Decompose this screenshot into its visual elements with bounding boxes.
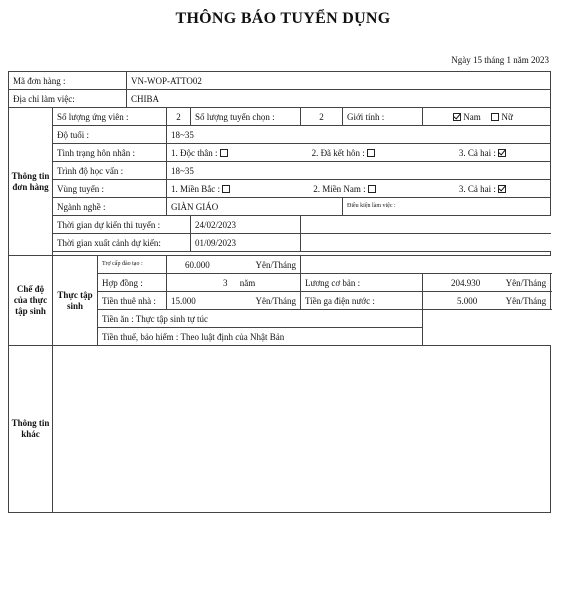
utilities-unit: Yên/Tháng	[505, 295, 547, 306]
candidates-label: Số lượng ứng viên :	[53, 108, 167, 126]
age-value: 18~35	[167, 126, 551, 144]
marital-married-label: 2. Đã kết hôn :	[311, 147, 365, 158]
departure-value: 01/09/2023	[191, 234, 301, 252]
gender-female-label: Nữ	[501, 111, 513, 122]
address-label: Địa chỉ làm việc:	[9, 90, 127, 108]
document-title: THÔNG BÁO TUYỂN DỤNG	[175, 10, 391, 27]
allowance-value: 60.000	[185, 259, 210, 270]
work-condition-label: Điều kiện làm việc :	[343, 198, 551, 216]
gender-female-checkbox[interactable]	[491, 113, 499, 121]
region-north-checkbox[interactable]	[222, 185, 230, 193]
contract-label: Hợp đồng :	[98, 274, 167, 292]
region-both-label: 3. Cả hai :	[458, 183, 496, 194]
departure-label: Thời gian xuất cảnh dự kiến:	[53, 234, 191, 252]
contract-unit: năm	[239, 277, 256, 288]
allowance-row	[9, 256, 551, 274]
utilities-label: Tiền ga điện nước :	[301, 292, 423, 310]
marital-row	[9, 144, 551, 162]
job-row	[9, 198, 551, 216]
address-value: CHIBA	[127, 90, 551, 108]
document-date: Ngày 15 tháng 1 năm 2023	[451, 55, 549, 65]
order-code-label: Mã đơn hàng :	[9, 72, 127, 90]
region-label: Vùng tuyển :	[53, 180, 167, 198]
region-both-checkbox[interactable]	[498, 185, 506, 193]
marital-both-label: 3. Cả hai :	[458, 147, 496, 158]
other-info-content	[53, 346, 551, 513]
base-salary-value: 204.930	[451, 277, 481, 288]
contract-value: 3	[223, 277, 228, 288]
order-info-section: Thông tin đơn hàng	[9, 108, 53, 256]
job-label: Ngành nghề :	[53, 198, 167, 216]
rent-value-cell	[167, 292, 301, 310]
education-value: 18~35	[167, 162, 551, 180]
candidates-value: 2	[167, 108, 191, 126]
regime-section: Chế độ của thực tập sinh	[9, 256, 53, 346]
order-code-value: VN-WOP-ATTO02	[127, 72, 551, 90]
gender-options	[423, 108, 551, 126]
trainee-subsection: Thực tập sinh	[53, 256, 98, 346]
selected-label: Số lượng tuyển chọn :	[191, 108, 301, 126]
age-row	[9, 126, 551, 144]
recruitment-form	[8, 71, 551, 513]
exam-date-value: 24/02/2023	[191, 216, 301, 234]
marital-options	[167, 144, 551, 162]
gender-male-checkbox[interactable]	[453, 113, 461, 121]
marital-married-checkbox[interactable]	[367, 149, 375, 157]
other-info-row	[9, 346, 551, 513]
address-row	[9, 90, 551, 108]
education-label: Trình độ học vấn :	[53, 162, 167, 180]
age-label: Độ tuổi :	[53, 126, 167, 144]
base-salary-unit: Yên/Tháng	[505, 277, 547, 288]
contract-value-cell	[167, 274, 301, 292]
order-code-row	[9, 72, 551, 90]
tax-text: Tiền thuế, bảo hiểm : Theo luật định của Nhật Bản	[98, 328, 423, 346]
region-options	[167, 180, 551, 198]
allowance-label: Trợ cấp đào tạo :	[98, 256, 167, 274]
rent-label: Tiền thuê nhà :	[98, 292, 167, 310]
marital-single-label: 1. Độc thân :	[171, 147, 218, 158]
job-value: GIÀN GIÁO	[167, 198, 343, 216]
gender-male-label: Nam	[463, 111, 481, 122]
rent-value: 15.000	[171, 295, 196, 306]
marital-label: Tình trạng hôn nhân :	[53, 144, 167, 162]
utilities-value-cell	[423, 292, 551, 310]
candidates-row	[9, 108, 551, 126]
other-info-section: Thông tin khác	[9, 346, 53, 513]
utilities-value: 5.000	[457, 295, 478, 306]
rent-unit: Yên/Tháng	[255, 295, 297, 306]
meals-text: Tiền ăn : Thực tập sinh tự túc	[98, 310, 423, 328]
gender-label: Giới tính :	[343, 108, 423, 126]
allowance-unit: Yên/Tháng	[255, 259, 297, 270]
base-salary-label: Lương cơ bản :	[301, 274, 423, 292]
exam-date-row	[9, 216, 551, 234]
base-salary-value-cell	[423, 274, 551, 292]
selected-value: 2	[301, 108, 343, 126]
marital-both-checkbox[interactable]	[498, 149, 506, 157]
region-south-label: 2. Miền Nam :	[313, 183, 366, 194]
exam-date-label: Thời gian dự kiến thi tuyển :	[53, 216, 191, 234]
region-row	[9, 180, 551, 198]
education-row	[9, 162, 551, 180]
allowance-value-cell	[167, 256, 301, 274]
marital-single-checkbox[interactable]	[220, 149, 228, 157]
region-north-label: 1. Miền Bắc :	[171, 183, 221, 194]
departure-row	[9, 234, 551, 252]
region-south-checkbox[interactable]	[368, 185, 376, 193]
